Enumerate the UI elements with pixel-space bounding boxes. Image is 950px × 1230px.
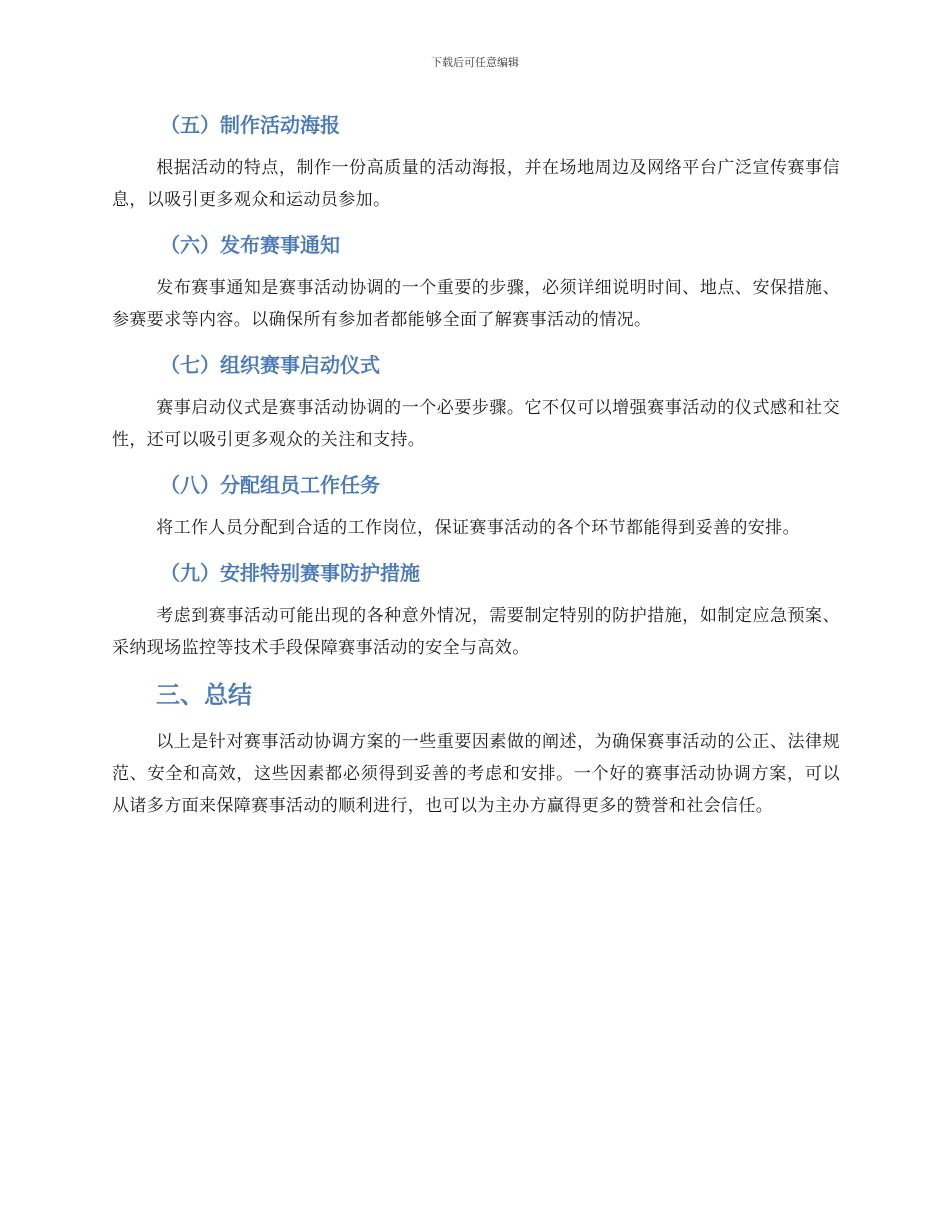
section-heading-6: （六）发布赛事通知 (160, 233, 340, 257)
section-heading-7: （七）组织赛事启动仪式 (160, 353, 380, 377)
summary-paragraph: 以上是针对赛事活动协调方案的一些重要因素做的阐述，为确保赛事活动的公正、法律规范、安全和高效，这些因素都必须得到妥善的考虑和安排。一个好的赛事活动协调方案，可以从诸多方面来保障赛事活动的顺利进行，也可以为主办方赢得更多的赞誉和社会信任。 (112, 732, 840, 816)
section-heading-5: （五）制作活动海报 (160, 113, 340, 137)
section-paragraph-6: 发布赛事通知是赛事活动协调的一个重要的步骤，必须详细说明时间、地点、安保措施、参赛要求等内容。以确保所有参加者都能够全面了解赛事活动的情况。 (112, 278, 840, 330)
section-paragraph-5: 根据活动的特点，制作一份高质量的活动海报，并在场地周边及网络平台广泛宣传赛事信息，以吸引更多观众和运动员参加。 (112, 158, 840, 210)
section-paragraph-9: 考虑到赛事活动可能出现的各种意外情况，需要制定特别的防护措施，如制定应急预案、采纳现场监控等技术手段保障赛事活动的安全与高效。 (112, 606, 840, 658)
document-body (112, 108, 840, 834)
section-heading-9: （九）安排特别赛事防护措施 (160, 561, 420, 585)
section-paragraph-8: 将工作人员分配到合适的工作岗位，保证赛事活动的各个环节都能得到妥善的安排。 (156, 518, 800, 538)
summary-heading: 三、总结 (156, 681, 252, 709)
section-heading-8: （八）分配组员工作任务 (160, 473, 380, 497)
header-note: 下载后可任意编辑 (431, 56, 519, 69)
section-paragraph-7: 赛事启动仪式是赛事活动协调的一个必要步骤。它不仅可以增强赛事活动的仪式感和社交性，还可以吸引更多观众的关注和支持。 (112, 398, 840, 450)
